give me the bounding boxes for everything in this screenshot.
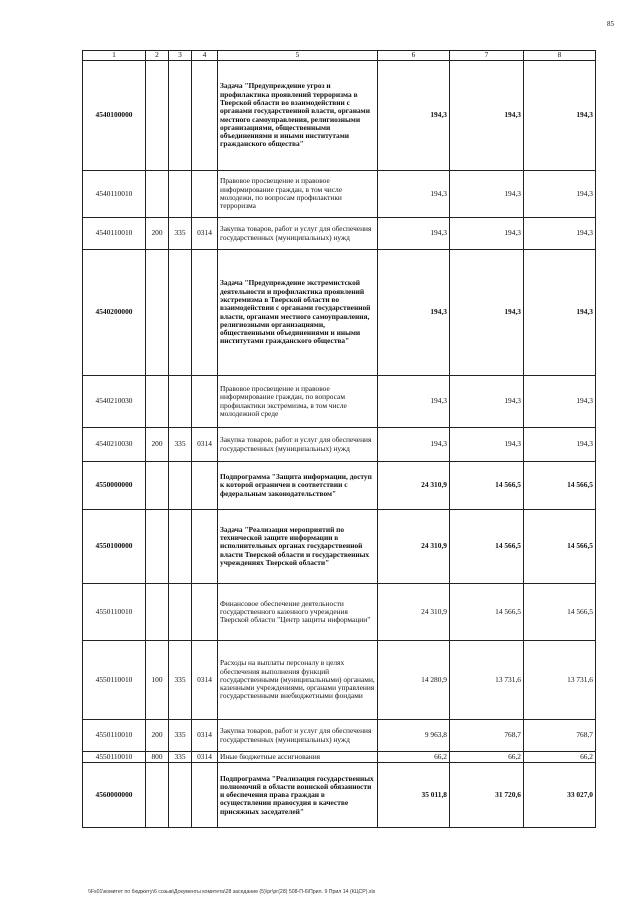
- row-amount-col8: 768,7: [524, 720, 596, 752]
- row-vr: [146, 376, 169, 428]
- row-amount-col7: 194,3: [450, 250, 524, 376]
- row-code: 4540200000: [83, 250, 146, 376]
- column-header-8: 8: [524, 51, 596, 61]
- row-vr: [146, 61, 169, 171]
- row-amount-col8: 194,3: [524, 171, 596, 218]
- row-amount-col7: 194,3: [450, 376, 524, 428]
- row-vr: [146, 584, 169, 641]
- row-amount-col8: 13 731,6: [524, 641, 596, 720]
- row-description: Закупка товаров, работ и услуг для обеспечения государственных (муниципальных) нужд: [218, 720, 378, 752]
- row-pr: [192, 376, 218, 428]
- row-code: 4540210030: [83, 428, 146, 462]
- row-amount-col7: 66,2: [450, 752, 524, 763]
- row-code: 4540110010: [83, 218, 146, 250]
- row-rz: 335: [169, 428, 192, 462]
- row-code: 4550000000: [83, 462, 146, 510]
- row-description: Задача "Предупреждение угроз и профилактика проявлений терроризма в Тверской области во взаимодействии с органами государственной власти, органами местного самоуправления, религиозными организациями, общественными объединениями и иными институтами гражданского общества": [218, 61, 378, 171]
- row-amount-col6: 194,3: [378, 428, 450, 462]
- row-code: 4550110010: [83, 720, 146, 752]
- column-header-1: 1: [83, 51, 146, 61]
- row-rz: 335: [169, 752, 192, 763]
- table-row: [83, 462, 596, 510]
- table-header-row: [83, 51, 596, 61]
- row-vr: 200: [146, 428, 169, 462]
- row-amount-col6: 194,3: [378, 61, 450, 171]
- row-description: Иные бюджетные ассигнования: [218, 752, 378, 763]
- row-pr: [192, 462, 218, 510]
- row-pr: [192, 763, 218, 828]
- row-vr: [146, 250, 169, 376]
- row-pr: [192, 61, 218, 171]
- row-vr: 200: [146, 720, 169, 752]
- row-pr: [192, 171, 218, 218]
- row-pr: 0314: [192, 218, 218, 250]
- row-description: Подпрограмма "Реализация государственных полномочий в области воинской обязанности и обеспечения права граждан в осуществлении правосудия в качестве присяжных заседателей": [218, 763, 378, 828]
- row-amount-col6: 14 280,9: [378, 641, 450, 720]
- row-vr: [146, 763, 169, 828]
- row-description: Закупка товаров, работ и услуг для обеспечения государственных (муниципальных) нужд: [218, 218, 378, 250]
- row-amount-col8: 33 027,0: [524, 763, 596, 828]
- row-amount-col7: 14 566,5: [450, 462, 524, 510]
- row-amount-col6: 194,3: [378, 376, 450, 428]
- row-rz: 335: [169, 218, 192, 250]
- row-pr: 0314: [192, 428, 218, 462]
- row-amount-col8: 14 566,5: [524, 510, 596, 584]
- row-pr: 0314: [192, 641, 218, 720]
- row-code: 4540100000: [83, 61, 146, 171]
- row-amount-col6: 35 011,8: [378, 763, 450, 828]
- row-code: 4540110010: [83, 171, 146, 218]
- table-row: [83, 61, 596, 171]
- row-amount-col8: 194,3: [524, 250, 596, 376]
- budget-table: [82, 50, 596, 828]
- table-row: [83, 720, 596, 752]
- column-header-2: 2: [146, 51, 169, 61]
- page-number: 85: [607, 20, 614, 28]
- row-amount-col6: 24 310,9: [378, 462, 450, 510]
- row-amount-col8: 194,3: [524, 218, 596, 250]
- row-amount-col7: 31 720,6: [450, 763, 524, 828]
- column-header-6: 6: [378, 51, 450, 61]
- row-amount-col6: 194,3: [378, 171, 450, 218]
- table-row: [83, 641, 596, 720]
- table-body: [83, 61, 596, 828]
- row-amount-col7: 14 566,5: [450, 510, 524, 584]
- row-vr: 100: [146, 641, 169, 720]
- column-header-7: 7: [450, 51, 524, 61]
- table-row: [83, 250, 596, 376]
- row-rz: 335: [169, 641, 192, 720]
- row-description: Финансовое обеспечение деятельности государственного казенного учреждения Тверской области "Центр защиты информации": [218, 584, 378, 641]
- row-rz: [169, 510, 192, 584]
- row-amount-col8: 66,2: [524, 752, 596, 763]
- row-code: 4560000000: [83, 763, 146, 828]
- row-amount-col6: 24 310,9: [378, 510, 450, 584]
- row-amount-col7: 768,7: [450, 720, 524, 752]
- row-amount-col6: 24 310,9: [378, 584, 450, 641]
- row-rz: [169, 376, 192, 428]
- row-amount-col6: 194,3: [378, 218, 450, 250]
- row-description: Правовое просвещение и правовое информирование граждан, в том числе молодежи, по вопросам профилактики терроризма: [218, 171, 378, 218]
- row-amount-col6: 9 963,8: [378, 720, 450, 752]
- row-code: 4540210030: [83, 376, 146, 428]
- row-vr: [146, 510, 169, 584]
- column-header-5: 5: [218, 51, 378, 61]
- row-pr: 0314: [192, 752, 218, 763]
- row-vr: 200: [146, 218, 169, 250]
- table-row: [83, 376, 596, 428]
- row-pr: [192, 510, 218, 584]
- row-amount-col8: 194,3: [524, 428, 596, 462]
- row-rz: [169, 61, 192, 171]
- row-amount-col7: 14 566,5: [450, 584, 524, 641]
- row-rz: [169, 171, 192, 218]
- row-description: Подпрограмма "Защита информации, доступ к которой ограничен в соответствии с федеральным законодательством": [218, 462, 378, 510]
- row-pr: 0314: [192, 720, 218, 752]
- column-header-4: 4: [192, 51, 218, 61]
- row-amount-col7: 13 731,6: [450, 641, 524, 720]
- row-description: Закупка товаров, работ и услуг для обеспечения государственных (муниципальных) нужд: [218, 428, 378, 462]
- row-amount-col8: 14 566,5: [524, 462, 596, 510]
- row-amount-col8: 14 566,5: [524, 584, 596, 641]
- row-vr: [146, 171, 169, 218]
- table-row: [83, 510, 596, 584]
- table-row: [83, 584, 596, 641]
- row-rz: [169, 584, 192, 641]
- row-amount-col6: 194,3: [378, 250, 450, 376]
- table-row: [83, 171, 596, 218]
- row-amount-col6: 66,2: [378, 752, 450, 763]
- row-rz: [169, 250, 192, 376]
- row-vr: [146, 462, 169, 510]
- table-row: [83, 752, 596, 763]
- file-path-footer: \\Fs01\комитет по бюджету\6 созыв\Документы комитета\28 заседание (5)\рг\рг(28) 508-П-6\Прил. 9 Прил 14 (КЦСР).xls: [88, 889, 376, 895]
- row-code: 4550100000: [83, 510, 146, 584]
- row-code: 4550110010: [83, 641, 146, 720]
- row-vr: 800: [146, 752, 169, 763]
- row-rz: [169, 462, 192, 510]
- row-amount-col7: 194,3: [450, 428, 524, 462]
- row-pr: [192, 250, 218, 376]
- row-description: Расходы на выплаты персоналу в целях обеспечения выполнения функций государственными (муниципальными) органами, казенными учреждениями, органами управления государственными внебюджетными фондами: [218, 641, 378, 720]
- row-rz: [169, 763, 192, 828]
- row-rz: 335: [169, 720, 192, 752]
- row-amount-col7: 194,3: [450, 61, 524, 171]
- row-code: 4550110010: [83, 752, 146, 763]
- row-code: 4550110010: [83, 584, 146, 641]
- row-amount-col8: 194,3: [524, 376, 596, 428]
- row-pr: [192, 584, 218, 641]
- column-header-3: 3: [169, 51, 192, 61]
- row-description: Задача "Предупреждение экстремистской деятельности и профилактика проявлений экстремизма в Тверской области во взаимодействии с органами государственной власти, органами местного самоуправления, религиозными организациями, общественными объединениями и иными институтами гражданского общества": [218, 250, 378, 376]
- row-description: Правовое просвещение и правовое информирование граждан, по вопросам профилактики экстремизма, в том числе молодежной среде: [218, 376, 378, 428]
- table-row: [83, 218, 596, 250]
- row-amount-col7: 194,3: [450, 171, 524, 218]
- row-description: Задача "Реализация мероприятий по технической защите информации в исполнительных органах государственной власти Тверской области и государственных учреждениях Тверской области": [218, 510, 378, 584]
- row-amount-col8: 194,3: [524, 61, 596, 171]
- row-amount-col7: 194,3: [450, 218, 524, 250]
- table-row: [83, 763, 596, 828]
- table-row: [83, 428, 596, 462]
